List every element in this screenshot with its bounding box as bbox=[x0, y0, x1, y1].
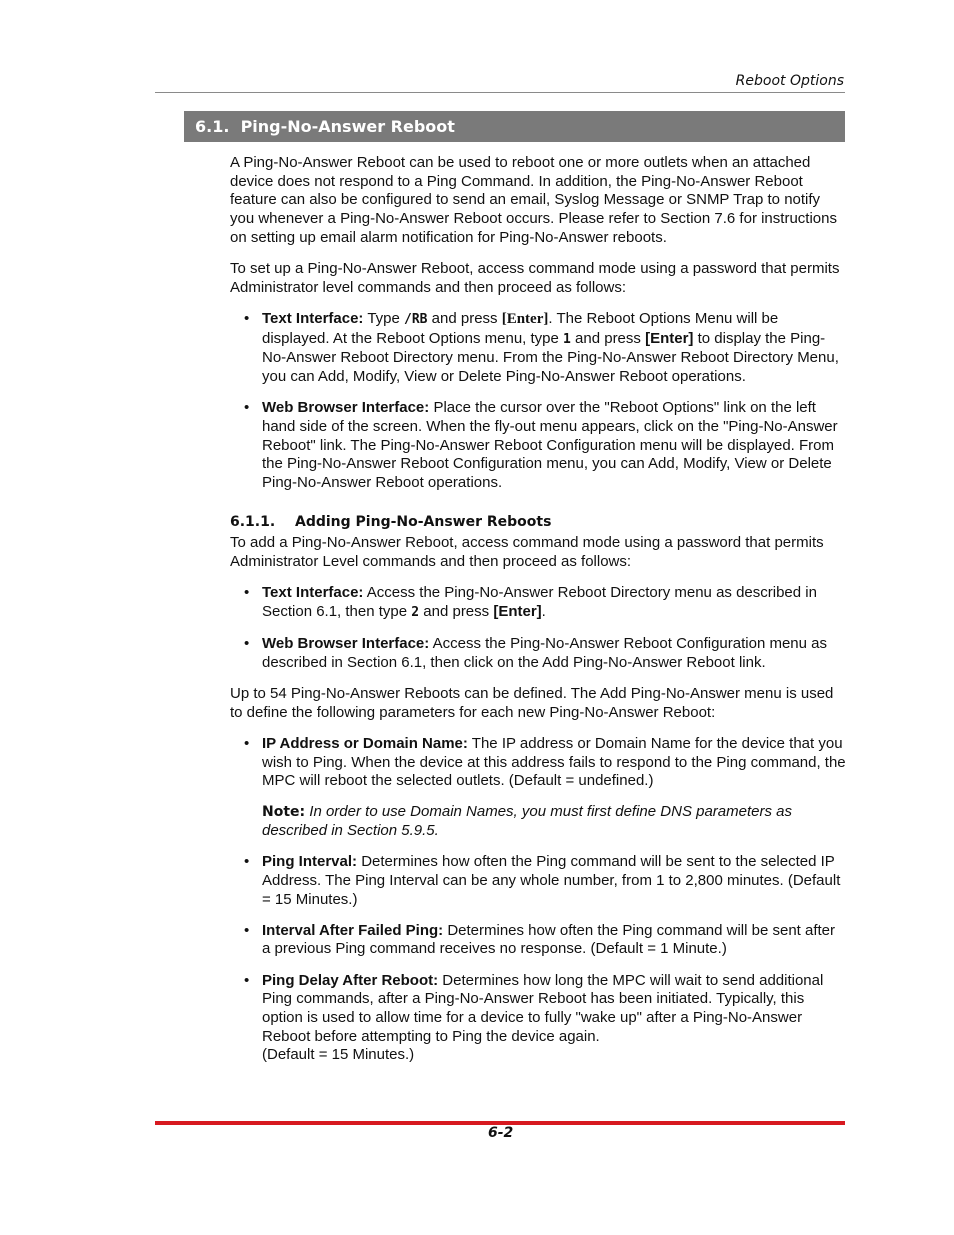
list-item bbox=[230, 922, 846, 959]
subsection-title: Adding Ping-No-Answer Reboots bbox=[295, 513, 552, 530]
adding-list bbox=[230, 584, 846, 672]
key-label: [Enter] bbox=[493, 603, 542, 621]
item-label: Web Browser Interface: bbox=[262, 399, 430, 417]
bullet-icon: • bbox=[244, 735, 250, 753]
adding-paragraph-2: Up to 54 Ping-No-Answer Reboots can be defined. The Add Ping-No-Answer menu is used to define the following parameters for each new Ping-No-Answer Reboot: bbox=[230, 685, 834, 721]
item-text: Type bbox=[363, 309, 405, 327]
item-text: and press bbox=[427, 309, 502, 327]
subsection-number: 6.1.1. bbox=[230, 513, 276, 530]
command-text: /RB bbox=[404, 311, 428, 327]
item-text: Access the Ping-No-Answer Reboot Directory menu as described in Section 6.1, then type bbox=[262, 584, 817, 621]
list-item bbox=[230, 972, 846, 1066]
header-rule bbox=[155, 92, 845, 93]
param-label: Ping Delay After Reboot: bbox=[262, 971, 439, 989]
note bbox=[262, 803, 846, 840]
item-label: Text Interface: bbox=[262, 309, 364, 327]
bullet-icon: • bbox=[244, 971, 250, 989]
bullet-icon: • bbox=[244, 399, 250, 417]
param-text: Determines how often the Ping command will be sent to the selected IP Address. The Ping Interval can be any whole number, from 1 to 2,800 minutes. (Default = 15 Minutes.) bbox=[262, 853, 841, 908]
param-label: Ping Interval: bbox=[262, 853, 358, 871]
parameter-list bbox=[230, 735, 846, 1065]
adding-paragraph-1: To add a Ping-No-Answer Reboot, access command mode using a password that permits Administrator Level commands and then proceed as follows: bbox=[230, 534, 824, 571]
subsection-heading bbox=[230, 513, 846, 532]
item-text: . bbox=[541, 603, 546, 621]
command-text: 2 bbox=[411, 605, 420, 621]
key-label: [Enter] bbox=[645, 329, 694, 347]
list-item bbox=[230, 584, 846, 622]
list-item bbox=[230, 735, 846, 841]
param-text: Determines how often the Ping command will be sent after a previous Ping command receives no response. (Default = 1 Minute.) bbox=[262, 921, 836, 958]
section-title: Ping-No-Answer Reboot bbox=[240, 117, 455, 136]
setup-list bbox=[230, 310, 846, 493]
note-label: Note: bbox=[262, 804, 306, 821]
item-text: and press bbox=[570, 329, 646, 347]
page-number: 6-2 bbox=[488, 1125, 514, 1141]
param-label: Interval After Failed Ping: bbox=[262, 921, 444, 939]
key-label: [Enter] bbox=[501, 310, 549, 327]
item-label: Text Interface: bbox=[262, 584, 364, 602]
intro-paragraph-2: To set up a Ping-No-Answer Reboot, access command mode using a password that permits Administrator level commands and then proceed as follows: bbox=[230, 260, 840, 296]
list-item bbox=[230, 310, 846, 387]
page-body bbox=[230, 154, 846, 1078]
item-text: to display the Ping-No-Answer Reboot Directory menu. From the Ping-No-Answer Reboot Directory Menu, you can Add, Modify, View or Delete Ping-No-Answer Reboot operations. bbox=[262, 329, 839, 386]
param-default: (Default = 15 Minutes.) bbox=[262, 1046, 415, 1064]
section-heading bbox=[184, 111, 845, 142]
bullet-icon: • bbox=[244, 853, 250, 871]
section-number: 6.1. bbox=[195, 117, 230, 136]
command-text: 1 bbox=[563, 331, 571, 347]
item-text: Place the cursor over the "Reboot Options" link on the left hand side of the screen. When the fly-out menu appears, click on the "Ping-No-Answer Reboot" link. The Ping-No-Answer Reboot Configuration menu will be displayed. From the Ping-No-Answer Reboot Configuration menu, you can Add, Modify, View or Delete Ping-No-Answer Reboot operations. bbox=[262, 399, 838, 492]
bullet-icon: • bbox=[244, 309, 250, 327]
bullet-icon: • bbox=[244, 584, 250, 602]
item-label: Web Browser Interface: bbox=[262, 635, 430, 653]
item-text: Access the Ping-No-Answer Reboot Configuration menu as described in Section 6.1, then click on the Add Ping-No-Answer Reboot link. bbox=[262, 635, 827, 671]
intro-paragraph-1: A Ping-No-Answer Reboot can be used to reboot one or more outlets when an attached device does not respond to a Ping Command. In addition, the Ping-No-Answer Reboot feature can also be configured to send an email, Syslog Message or SNMP Trap to notify you whenever a Ping-No-Answer Reboot occurs. Please refer to Section 7.6 for instructions on setting up email alarm notification for Ping-No-Answer reboots. bbox=[230, 154, 837, 246]
list-item bbox=[230, 635, 846, 672]
param-label: IP Address or Domain Name: bbox=[262, 735, 468, 753]
param-text: The IP address or Domain Name for the device that you wish to Ping. When the device at this address fails to respond to the Ping command, the MPC will reboot the selected outlets. (Default = undefined.) bbox=[262, 735, 846, 790]
bullet-icon: • bbox=[244, 635, 250, 653]
item-text: . The Reboot Options Menu will be displayed. At the Reboot Options menu, type bbox=[262, 309, 779, 347]
bullet-icon: • bbox=[244, 921, 250, 939]
param-text: Determines how long the MPC will wait to send additional Ping commands, after a Ping-No-Answer Reboot has been initiated. Typically, this option is used to allow time for a device to fully "wake up" after a Ping-No-Answer Reboot before attempting to Ping the device again. bbox=[262, 971, 824, 1045]
list-item bbox=[230, 399, 846, 493]
note-text: In order to use Domain Names, you must first define DNS parameters as described in Section 5.9.5. bbox=[262, 803, 792, 839]
item-text: and press bbox=[419, 603, 494, 621]
list-item bbox=[230, 853, 846, 909]
running-header: Reboot Options bbox=[735, 73, 844, 89]
